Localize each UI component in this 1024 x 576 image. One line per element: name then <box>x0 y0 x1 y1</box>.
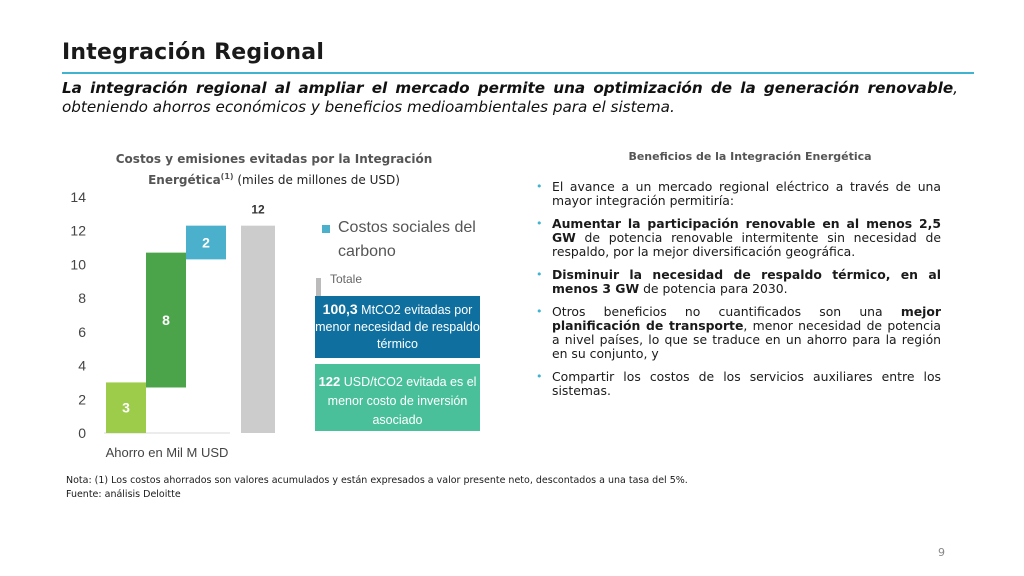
benefit-3-text: de potencia para 2030. <box>639 281 788 296</box>
benefits-title: Beneficios de la Integración Energética <box>628 150 872 163</box>
bar-value-label: 3 <box>122 399 130 416</box>
benefit-item-1 <box>536 180 941 208</box>
callout-cost-text: USD/tCO2 evitada es el menor costo de inversión asociado <box>327 375 477 427</box>
y-tick-label: 14 <box>70 189 86 205</box>
chart-title-main: Costos y emisiones evitadas por la Integración Energética <box>115 152 433 187</box>
page-number: 9 <box>938 546 945 559</box>
y-tick-label: 4 <box>78 357 86 374</box>
benefit-4-text-b: , menor necesidad de potencia a nivel países, lo que se traduce en un ahorro para la región en su conjunto, y <box>552 318 941 361</box>
legend-label-total: Totale <box>330 272 363 286</box>
y-tick-label: 12 <box>70 222 86 239</box>
benefit-1-text: El avance a un mercado regional eléctrico a través de una mayor integración permitiría: <box>552 179 941 208</box>
benefit-2-text: de potencia renovable intermitente sin necesidad de respaldo, por la mejor diversificación geográfica. <box>552 230 941 259</box>
bar-value-label: 8 <box>162 312 170 329</box>
callout-emissions-value: 100,3 <box>322 301 358 317</box>
bar-value-label: 2 <box>202 234 210 251</box>
chart-title-sup: (1) <box>220 172 234 181</box>
chart-title-units: (miles de millones de USD) <box>233 173 400 187</box>
legend-swatch-carbon <box>322 225 330 233</box>
footnote <box>66 474 688 502</box>
benefit-item-2 <box>536 217 941 259</box>
footnote-source: Fuente: análisis Deloitte <box>66 489 181 500</box>
benefit-2-bold: Aumentar la participación renovable en al menos 2,5 GW <box>552 216 941 245</box>
callout-cost <box>315 364 480 431</box>
benefit-5-text: Compartir los costos de los servicios auxiliares entre los sistemas. <box>552 369 941 398</box>
y-tick-label: 2 <box>78 391 86 408</box>
y-axis <box>70 189 86 441</box>
legend-carbon <box>322 216 492 264</box>
benefits-list <box>536 180 941 407</box>
bars <box>106 203 275 433</box>
y-tick-label: 6 <box>78 323 86 340</box>
y-tick-label: 8 <box>78 290 86 307</box>
subtitle-bold: La integración regional al ampliar el mercado permite una optimización de la generación renovable <box>62 79 954 97</box>
x-category-label: Ahorro en Mil M USD <box>105 445 229 460</box>
bar-total <box>241 226 275 433</box>
benefit-item-5 <box>536 370 941 398</box>
benefit-3-bold: Disminuir la necesidad de respaldo térmico, en al menos 3 GW <box>552 267 941 296</box>
y-tick-label: 0 <box>78 425 86 441</box>
footnote-note: Nota: (1) Los costos ahorrados son valores acumulados y están expresados a valor presente neto, descontados a una tasa del 5%. <box>66 475 688 486</box>
benefit-4-bold: mejor planificación de transporte <box>552 304 941 333</box>
callout-emissions-text: MtCO2 evitadas por menor necesidad de respaldo térmico <box>315 303 480 351</box>
y-tick-label: 10 <box>70 256 86 273</box>
page-title: Integración Regional <box>62 40 325 65</box>
subtitle-rest: , obteniendo ahorros económicos y beneficios medioambientales para el sistema. <box>62 79 958 116</box>
benefit-item-3 <box>536 268 941 296</box>
legend-label-carbon: Costos sociales del carbono <box>338 219 476 260</box>
callout-cost-value: 122 <box>318 374 341 389</box>
total-value-label: 12 <box>251 202 265 217</box>
benefit-item-4 <box>536 305 941 361</box>
callout-emissions <box>315 296 480 358</box>
benefit-4-text-a: Otros beneficios no cuantificados son una <box>552 304 901 319</box>
